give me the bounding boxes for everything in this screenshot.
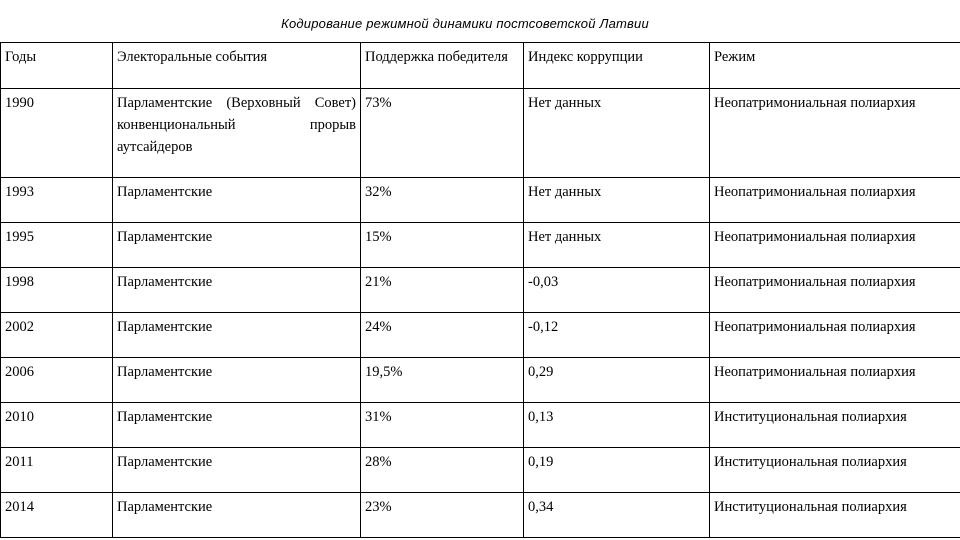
- support-cell: 21%: [361, 268, 524, 313]
- corruption-cell: 0,29: [524, 358, 710, 403]
- year-cell: 2006: [1, 358, 113, 403]
- corruption-cell: -0,03: [524, 268, 710, 313]
- support-cell: 15%: [361, 223, 524, 268]
- table-row: [1, 268, 960, 313]
- event-cell: Парламентские: [113, 178, 361, 223]
- year-cell: 1998: [1, 268, 113, 313]
- corruption-cell: 0,34: [524, 493, 710, 538]
- event-cell: Парламентские: [113, 268, 361, 313]
- corruption-cell: -0,12: [524, 313, 710, 358]
- year-cell: 1995: [1, 223, 113, 268]
- support-cell: 19,5%: [361, 358, 524, 403]
- event-text: Парламентские (Верховный Совет) конвенциональный прорыв аутсайдеров: [117, 95, 356, 155]
- corruption-cell: Нет данных: [524, 223, 710, 268]
- year-cell: 1990: [1, 89, 113, 178]
- regime-cell: Неопатримониальная полиархия: [710, 89, 960, 178]
- regime-cell: Неопатримониальная полиархия: [710, 178, 960, 223]
- event-cell: [113, 89, 361, 178]
- header-row: [1, 43, 960, 89]
- table-row: [1, 358, 960, 403]
- year-cell: 2014: [1, 493, 113, 538]
- regime-dynamics-table: [0, 42, 960, 538]
- table-row: [1, 89, 960, 178]
- regime-cell: Неопатримониальная полиархия: [710, 223, 960, 268]
- event-cell: Парламентские: [113, 223, 361, 268]
- table-row: [1, 313, 960, 358]
- regime-cell: Неопатримониальная полиархия: [710, 313, 960, 358]
- corruption-cell: Нет данных: [524, 89, 710, 178]
- support-cell: 24%: [361, 313, 524, 358]
- event-cell: Парламентские: [113, 493, 361, 538]
- table-row: [1, 223, 960, 268]
- year-cell: 1993: [1, 178, 113, 223]
- table-row: [1, 403, 960, 448]
- event-cell: Парламентские: [113, 358, 361, 403]
- header-cell-corruption: Индекс коррупции: [524, 43, 710, 89]
- header-cell-support: Поддержка победителя: [361, 43, 524, 89]
- table-caption: Кодирование режимной динамики постсоветской Латвии: [281, 16, 649, 31]
- regime-cell: Институциональная полиархия: [710, 448, 960, 493]
- header-cell-regime: Режим: [710, 43, 960, 89]
- corruption-cell: 0,19: [524, 448, 710, 493]
- corruption-cell: 0,13: [524, 403, 710, 448]
- support-cell: 23%: [361, 493, 524, 538]
- header-cell-events: Электоральные события: [113, 43, 361, 89]
- regime-cell: Неопатримониальная полиархия: [710, 268, 960, 313]
- table-row: [1, 178, 960, 223]
- support-cell: 28%: [361, 448, 524, 493]
- support-cell: 32%: [361, 178, 524, 223]
- event-cell: Парламентские: [113, 448, 361, 493]
- event-cell: Парламентские: [113, 313, 361, 358]
- year-cell: 2011: [1, 448, 113, 493]
- regime-cell: Институциональная полиархия: [710, 403, 960, 448]
- event-cell: Парламентские: [113, 403, 361, 448]
- year-cell: 2002: [1, 313, 113, 358]
- regime-cell: Институциональная полиархия: [710, 493, 960, 538]
- regime-cell: Неопатримониальная полиархия: [710, 358, 960, 403]
- support-cell: 31%: [361, 403, 524, 448]
- support-cell: 73%: [361, 89, 524, 178]
- year-cell: 2010: [1, 403, 113, 448]
- table-row: [1, 493, 960, 538]
- corruption-cell: Нет данных: [524, 178, 710, 223]
- table-row: [1, 448, 960, 493]
- header-cell-years: Годы: [1, 43, 113, 89]
